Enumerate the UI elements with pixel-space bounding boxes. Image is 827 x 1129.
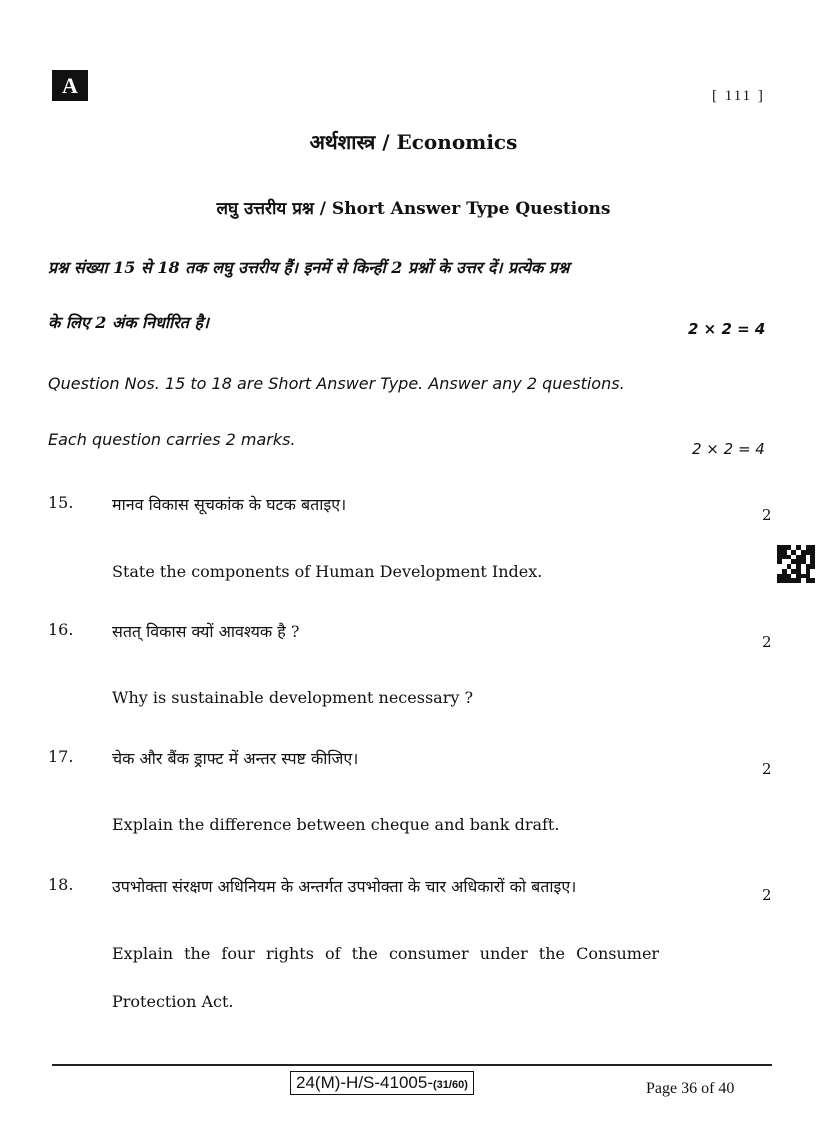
question-english: State the components of Human Development Index. bbox=[112, 562, 543, 581]
question-hindi: सतत् विकास क्यों आवश्यक है ? bbox=[112, 622, 300, 641]
question-number: 16. bbox=[48, 620, 74, 639]
footer-paper-code bbox=[290, 1071, 474, 1095]
question-marks: 2 bbox=[762, 506, 772, 524]
qr-code-icon bbox=[777, 545, 815, 583]
question-english-line2: Protection Act. bbox=[112, 992, 234, 1011]
instruction-english-line2: Each question carries 2 marks. bbox=[48, 430, 296, 449]
section-subtitle: लघु उत्तरीय प्रश्न / Short Answer Type Questions bbox=[216, 199, 611, 219]
question-marks: 2 bbox=[762, 886, 772, 904]
sheet-number: (31/60) bbox=[433, 1079, 468, 1091]
page-number: Page 36 of 40 bbox=[646, 1080, 735, 1097]
instruction-hindi-marks: 2 × 2 = 4 bbox=[688, 320, 766, 338]
instruction-hindi-line2: के लिए 2 अंक निर्धारित है। bbox=[48, 313, 210, 332]
paper-code: 24(M)-H/S-41005- bbox=[296, 1073, 433, 1092]
question-hindi: मानव विकास सूचकांक के घटक बताइए। bbox=[112, 495, 347, 514]
question-number: 17. bbox=[48, 747, 74, 766]
question-hindi: उपभोक्ता संरक्षण अधिनियम के अन्तर्गत उपभोक्ता के चार अधिकारों को बताइए। bbox=[112, 877, 577, 896]
question-hindi: चेक और बैंक ड्राफ्ट में अन्तर स्पष्ट कीजिए। bbox=[112, 749, 359, 768]
question-marks: 2 bbox=[762, 633, 772, 651]
paper-code-header: [ 111 ] bbox=[712, 88, 765, 104]
question-english: Explain the difference between cheque and bank draft. bbox=[112, 815, 560, 834]
question-english-line1: Explain the four rights of the consumer under the Consumer bbox=[112, 944, 660, 963]
question-number: 15. bbox=[48, 493, 74, 512]
instruction-hindi-line1: प्रश्न संख्या 15 से 18 तक लघु उत्तरीय हैं। इनमें से किन्हीं 2 प्रश्नों के उत्तर दें। प्रत्येक प्रश्न bbox=[48, 258, 570, 277]
footer-rule bbox=[52, 1064, 772, 1066]
set-badge: A bbox=[52, 70, 88, 101]
instruction-english-marks: 2 × 2 = 4 bbox=[692, 440, 765, 458]
page-title: अर्थशास्त्र / Economics bbox=[309, 130, 518, 154]
question-marks: 2 bbox=[762, 760, 772, 778]
question-english: Why is sustainable development necessary ? bbox=[112, 688, 474, 707]
instruction-english-line1: Question Nos. 15 to 18 are Short Answer Type. Answer any 2 questions. bbox=[48, 374, 625, 393]
question-number: 18. bbox=[48, 875, 74, 894]
